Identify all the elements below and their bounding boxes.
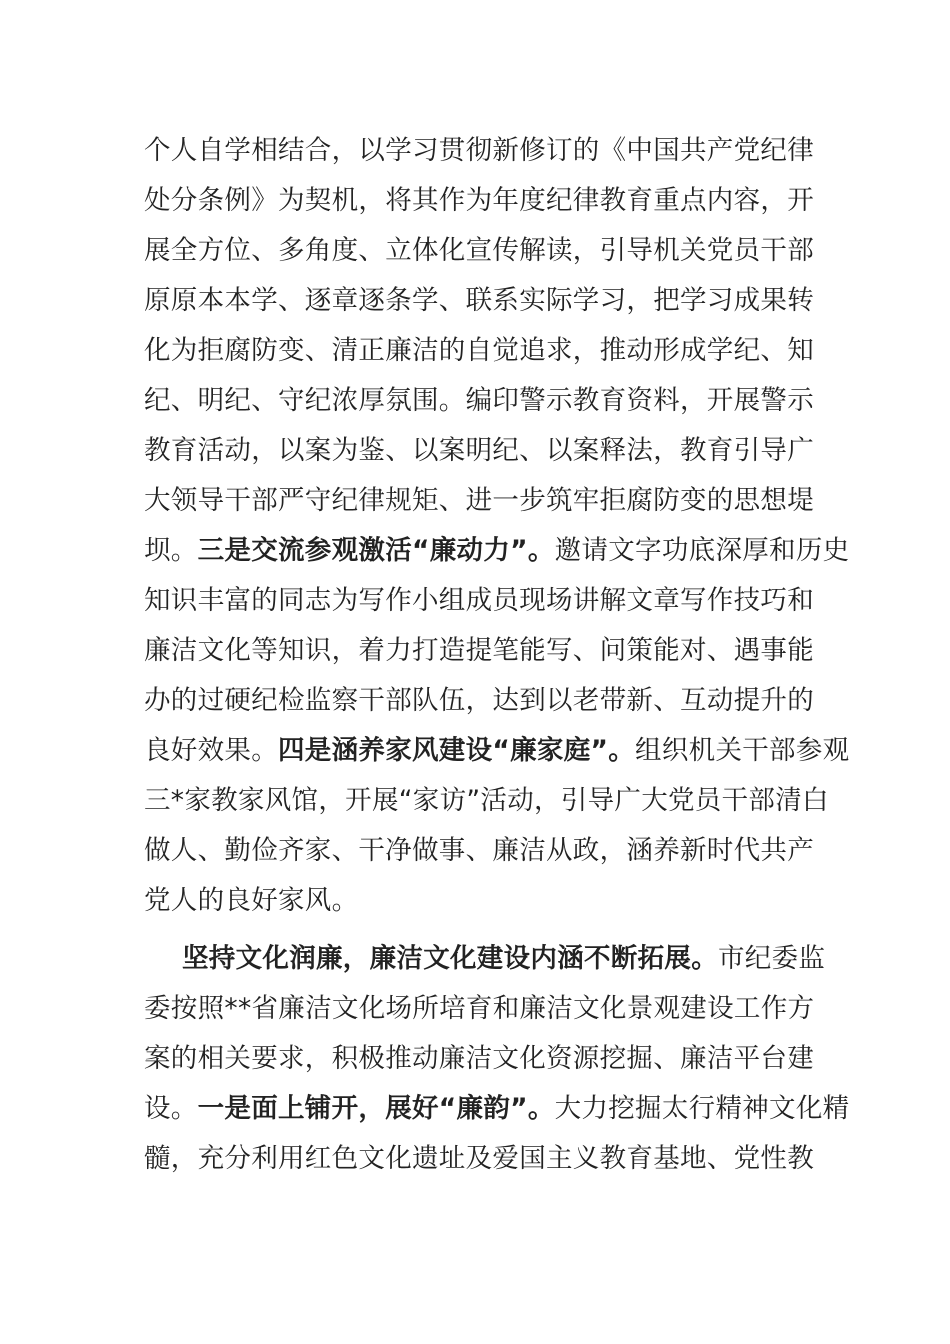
subheading: 一是面上铺开，展好“廉韵”。	[197, 1093, 555, 1124]
text-line: 三*家教家风馆，开展“家访”活动，引导广大党员干部清白	[144, 785, 829, 816]
text-line: 展全方位、多角度、立体化宣传解读，引导机关党员干部	[144, 235, 814, 266]
text-line: 大领导干部严守纪律规矩、进一步筑牢拒腐防变的思想堤	[144, 485, 814, 516]
text-line: 教育活动，以案为鉴、以案明纪、以案释法，教育引导广	[144, 435, 814, 466]
paragraph-heading-line	[182, 934, 826, 984]
text-line: 纪、明纪、守纪浓厚氛围。编印警示教育资料，开展警示	[144, 385, 814, 416]
line-text: 邀请文字功底深厚和历史	[554, 535, 850, 566]
text-line: 委按照**省廉洁文化场所培育和廉洁文化景观建设工作方	[144, 993, 815, 1024]
text-line-with-heading	[144, 726, 850, 776]
line-text: 组织机关干部参观	[635, 735, 850, 766]
text-line: 做人、勤俭齐家、干净做事、廉洁从政，涵养新时代共产	[144, 835, 814, 866]
line-text: 设。	[144, 1093, 198, 1124]
text-line: 个人自学相结合，以学习贯彻新修订的《中国共产党纪律	[144, 135, 814, 166]
section-heading: 坚持文化润廉，廉洁文化建设内涵不断拓展。	[182, 943, 718, 974]
line-text: 市纪委监	[718, 943, 826, 974]
text-line: 廉洁文化等知识，着力打造提笔能写、问策能对、遇事能	[144, 635, 814, 666]
text-line-with-heading	[144, 1084, 850, 1134]
subheading: 三是交流参观激活“廉动力”。	[197, 535, 555, 566]
line-text: 坝。	[144, 535, 198, 566]
text-line: 知识丰富的同志为写作小组成员现场讲解文章写作技巧和	[144, 585, 814, 616]
line-text: 良好效果。	[144, 735, 278, 766]
text-line: 原原本本学、逐章逐条学、联系实际学习，把学习成果转	[144, 285, 814, 316]
text-line: 处分条例》为契机，将其作为年度纪律教育重点内容，开	[144, 185, 814, 216]
subheading: 四是涵养家风建设“廉家庭”。	[278, 735, 636, 766]
text-line: 化为拒腐防变、清正廉洁的自觉追求，推动形成学纪、知	[144, 335, 814, 366]
text-line: 办的过硬纪检监察干部队伍，达到以老带新、互动提升的	[144, 685, 814, 716]
text-line: 髓，充分利用红色文化遗址及爱国主义教育基地、党性教	[144, 1143, 814, 1174]
line-text: 大力挖掘太行精神文化精	[554, 1093, 850, 1124]
text-line-with-heading	[144, 526, 850, 576]
text-line: 党人的良好家风。	[144, 885, 359, 916]
text-line: 案的相关要求，积极推动廉洁文化资源挖掘、廉洁平台建	[144, 1043, 814, 1074]
